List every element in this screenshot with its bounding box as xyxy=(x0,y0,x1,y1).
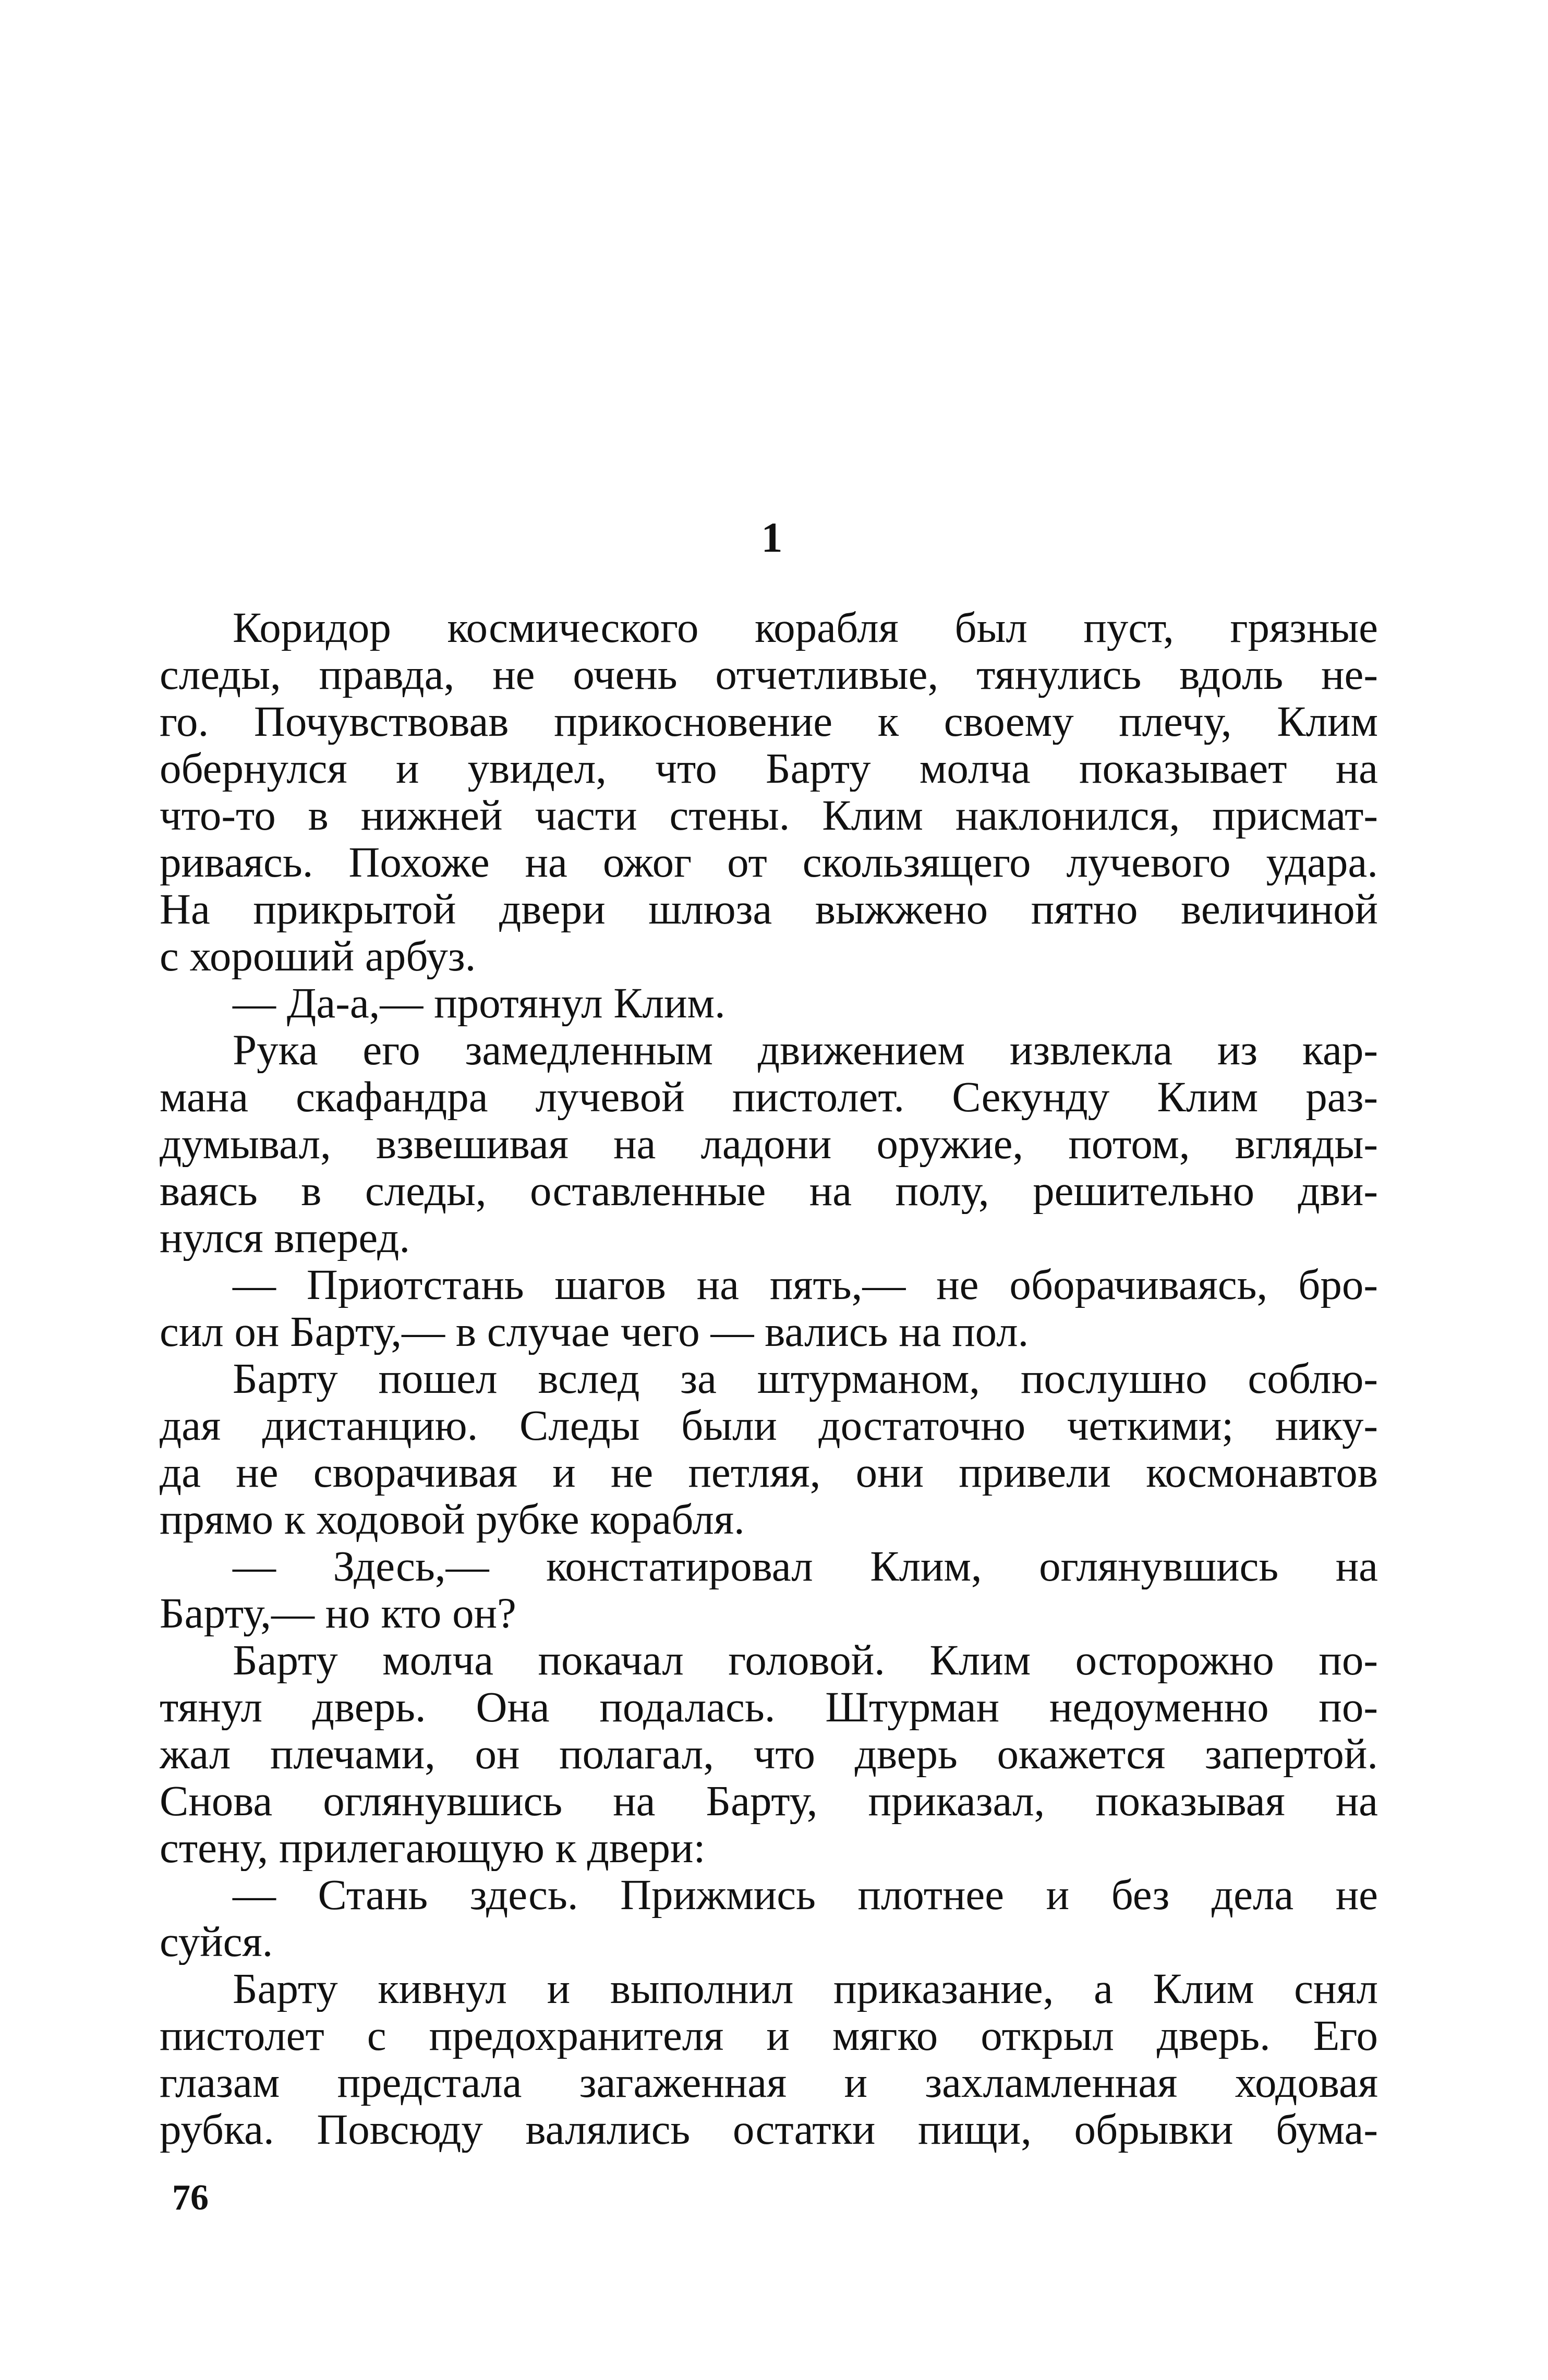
text-line: Барту кивнул и выполнил приказание, а Клим снял xyxy=(233,1965,1378,2012)
text-line: да не сворачивая и не петляя, они привели космонавтов xyxy=(160,1449,1378,1496)
text-line: пистолет с предохранителя и мягко открыл дверь. Его xyxy=(160,2012,1378,2059)
text-line: Барту пошел вслед за штурманом, послушно соблю- xyxy=(233,1355,1378,1402)
text-line: дая дистанцию. Следы были достаточно четкими; нику- xyxy=(160,1402,1378,1449)
text-line: суйся. xyxy=(160,1918,273,1965)
text-line: — Здесь,— констатировал Клим, оглянувшись на xyxy=(233,1543,1378,1589)
text-line: с хороший арбуз. xyxy=(160,932,476,979)
text-line: жал плечами, он полагал, что дверь окажется запертой. xyxy=(160,1730,1378,1777)
page-number: 76 xyxy=(172,2178,209,2218)
text-line: На прикрытой двери шлюза выжжено пятно величиной xyxy=(160,885,1378,932)
text-line: думывал, взвешивая на ладони оружие, потом, вгляды- xyxy=(160,1120,1378,1167)
text-line: следы, правда, не очень отчетливые, тянулись вдоль не- xyxy=(160,651,1378,698)
text-line: глазам предстала загаженная и захламленная ходовая xyxy=(160,2059,1378,2106)
text-line: Рука его замедленным движением извлекла из кар- xyxy=(233,1026,1378,1073)
text-line: обернулся и увидел, что Барту молча показывает на xyxy=(160,745,1378,792)
text-line: — Стань здесь. Прижмись плотнее и без дела не xyxy=(233,1871,1378,1918)
text-line: — Да-а,— протянул Клим. xyxy=(233,979,725,1026)
text-line: — Приотстань шагов на пять,— не оборачиваясь, бро- xyxy=(233,1261,1378,1308)
text-line: Коридор космического корабля был пуст, грязные xyxy=(233,604,1378,651)
text-line: риваясь. Похоже на ожог от скользящего лучевого удара. xyxy=(160,839,1378,885)
body-text xyxy=(160,604,1378,2153)
text-line: мана скафандра лучевой пистолет. Секунду Клим раз- xyxy=(160,1073,1378,1120)
text-line: стену, прилегающую к двери: xyxy=(160,1824,706,1871)
text-line: Снова оглянувшись на Барту, приказал, показывая на xyxy=(160,1777,1378,1824)
text-line: что-то в нижней части стены. Клим наклонился, присмат- xyxy=(160,792,1378,839)
text-line: Барту,— но кто он? xyxy=(160,1589,516,1636)
text-line: ваясь в следы, оставленные на полу, решительно дви- xyxy=(160,1167,1378,1214)
text-line: сил он Барту,— в случае чего — вались на пол. xyxy=(160,1308,1029,1355)
text-line: рубка. Повсюду валялись остатки пищи, обрывки бума- xyxy=(160,2106,1378,2153)
text-line: го. Почувствовав прикосновение к своему плечу, Клим xyxy=(160,698,1378,745)
chapter-number: 1 xyxy=(761,514,783,561)
text-line: прямо к ходовой рубке корабля. xyxy=(160,1496,745,1543)
text-line: нулся вперед. xyxy=(160,1214,410,1261)
text-line: Барту молча покачал головой. Клим осторожно по- xyxy=(233,1636,1378,1683)
text-line: тянул дверь. Она подалась. Штурман недоуменно по- xyxy=(160,1683,1378,1730)
